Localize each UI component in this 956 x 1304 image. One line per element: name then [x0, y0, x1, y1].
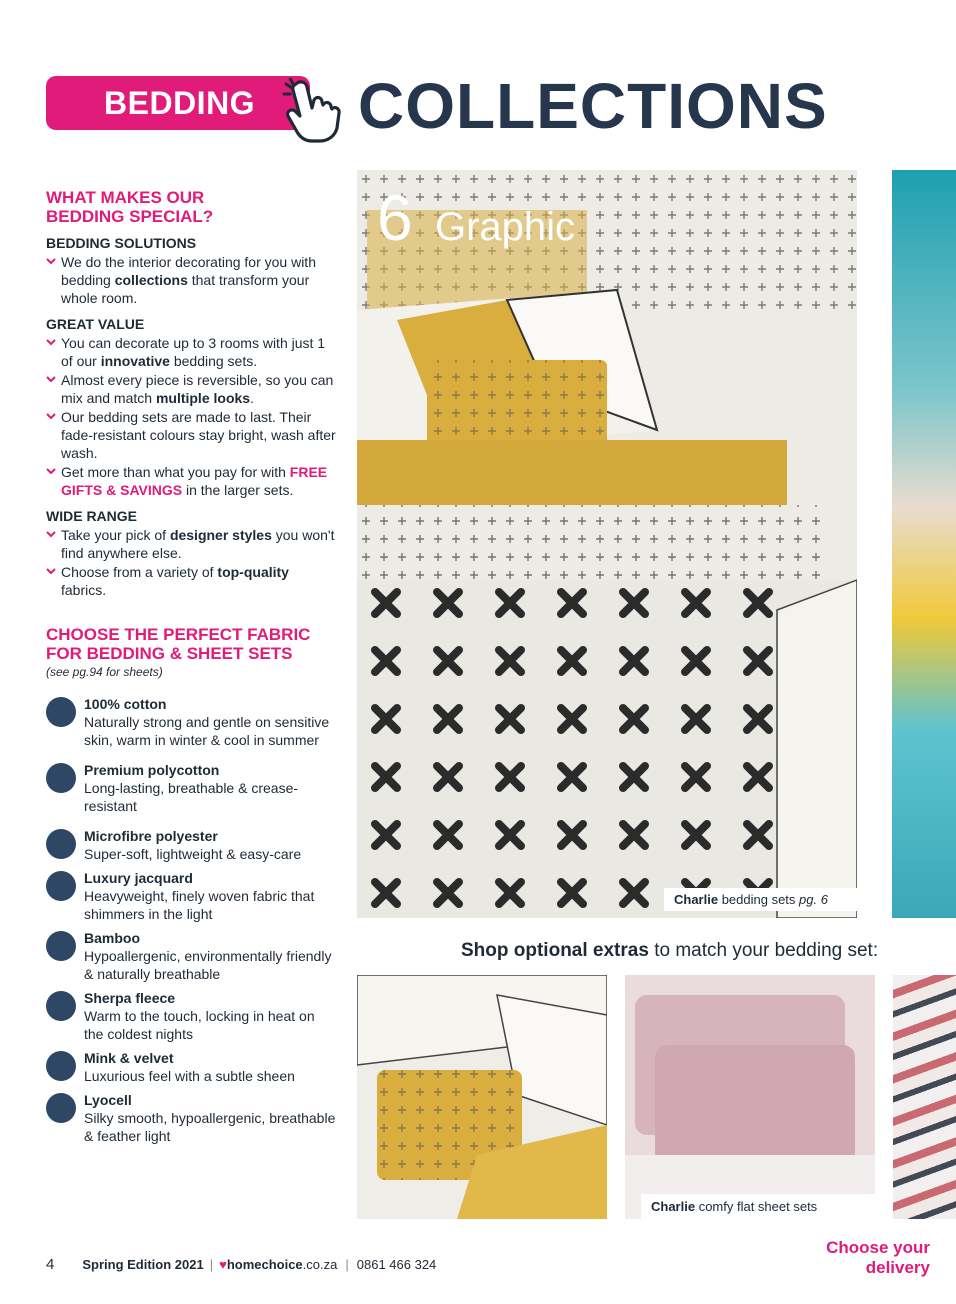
sheet-photo-caption: Charlie comfy flat sheet sets: [641, 1194, 875, 1219]
fabric-item-polycotton: Premium polycotton Long-lasting, breathable & crease-resistant: [46, 761, 336, 815]
section-title-solutions: BEDDING SOLUTIONS: [46, 235, 197, 251]
chevron-down-icon: [46, 468, 56, 475]
page-number: 4: [46, 1256, 55, 1273]
delivery-link[interactable]: Choose your delivery: [826, 1238, 930, 1277]
fabrics-note: (see pg.94 for sheets): [46, 665, 163, 679]
pillow-illustration: [625, 975, 875, 1219]
brand-domain: .co.za: [302, 1257, 338, 1272]
chevron-down-icon: [46, 531, 56, 538]
polycotton-icon: [46, 763, 76, 793]
fabric-item-sherpa: Sherpa fleece Warm to the touch, locking in heat on the coldest nights: [46, 989, 336, 1043]
striped-bedding-photo[interactable]: [893, 975, 956, 1219]
section-title-value: GREAT VALUE: [46, 316, 145, 332]
cushion-photo[interactable]: [357, 975, 607, 1219]
left-column: [46, 188, 336, 1145]
cushion-illustration: [357, 975, 607, 1219]
phone-number[interactable]: 0861 466 324: [356, 1257, 437, 1272]
fabric-item-cotton: 100% cotton Naturally strong and gentle on sensitive skin, warm in winter & cool in summer: [46, 695, 336, 749]
sheet-photo[interactable]: [625, 975, 875, 1219]
bullet-item: Almost every piece is reversible, so you can mix and match multiple looks.: [46, 371, 336, 407]
overlay-word: Graphic: [435, 205, 576, 249]
main-photo-caption: Charlie bedding sets pg. 6: [664, 888, 857, 911]
velvet-icon: [46, 1051, 76, 1081]
bullet-item: We do the interior decorating for you with bedding collections that transform your whole room.: [46, 253, 336, 307]
fabric-item-velvet: Mink & velvet Luxurious feel with a subtle sheen: [46, 1049, 336, 1085]
edition-label: Spring Edition 2021: [82, 1257, 204, 1272]
pointing-hand-icon: [282, 78, 344, 144]
fabric-item-microfibre: Microfibre polyester Super-soft, lightweight & easy-care: [46, 827, 336, 863]
bedding-illustration: [357, 170, 857, 918]
bullet-item: Our bedding sets are made to last. Their fade-resistant colours stay bright, wash after wash.: [46, 408, 336, 462]
fabric-item-bamboo: Bamboo Hypoallergenic, environmentally friendly & naturally breathable: [46, 929, 336, 983]
bedding-tag-label: BEDDING: [104, 84, 256, 121]
chevron-down-icon: [46, 568, 56, 575]
fabrics-heading: CHOOSE THE PERFECT FABRIC FOR BEDDING & SHEET SETS: [46, 625, 311, 663]
bullet-item: Get more than what you pay for with FREE GIFTS & SAVINGS in the larger sets.: [46, 463, 336, 499]
footer: 4 Spring Edition 2021 | ♥ homechoice .co.za | 0861 466 324: [46, 1256, 437, 1273]
fabric-item-jacquard: Luxury jacquard Heavyweight, finely woven fabric that shimmers in the light: [46, 869, 336, 923]
bullet-item: Take your pick of designer styles you won't find anywhere else.: [46, 526, 336, 562]
lyocell-icon: [46, 1093, 76, 1123]
bamboo-icon: [46, 931, 76, 961]
extras-heading: Shop optional extras to match your bedding set:: [461, 940, 879, 961]
section-title-range: WIDE RANGE: [46, 508, 137, 524]
overlay-number: 6: [377, 182, 413, 254]
jacquard-icon: [46, 871, 76, 901]
fabric-item-lyocell: Lyocell Silky smooth, hypoallergenic, breathable & feather light: [46, 1091, 336, 1145]
snowflake-icon: [46, 991, 76, 1021]
heart-icon: ♥: [219, 1257, 227, 1272]
chevron-down-icon: [46, 339, 56, 346]
microfibre-icon: [46, 829, 76, 859]
bullet-item: You can decorate up to 3 rooms with just 1 of our innovative bedding sets.: [46, 334, 336, 370]
main-bedding-photo[interactable]: [357, 170, 857, 918]
chevron-down-icon: [46, 413, 56, 420]
chevron-down-icon: [46, 376, 56, 383]
brand-name[interactable]: homechoice: [226, 1257, 303, 1272]
cotton-icon: [46, 697, 76, 727]
chevron-down-icon: [46, 258, 56, 265]
bedding-tag[interactable]: [46, 76, 310, 130]
bullet-item: Choose from a variety of top-quality fabrics.: [46, 563, 336, 599]
intro-heading: WHAT MAKES OUR BEDDING SPECIAL?: [46, 188, 214, 226]
side-bedding-photo[interactable]: [892, 170, 956, 918]
page-title: COLLECTIONS: [358, 70, 828, 142]
